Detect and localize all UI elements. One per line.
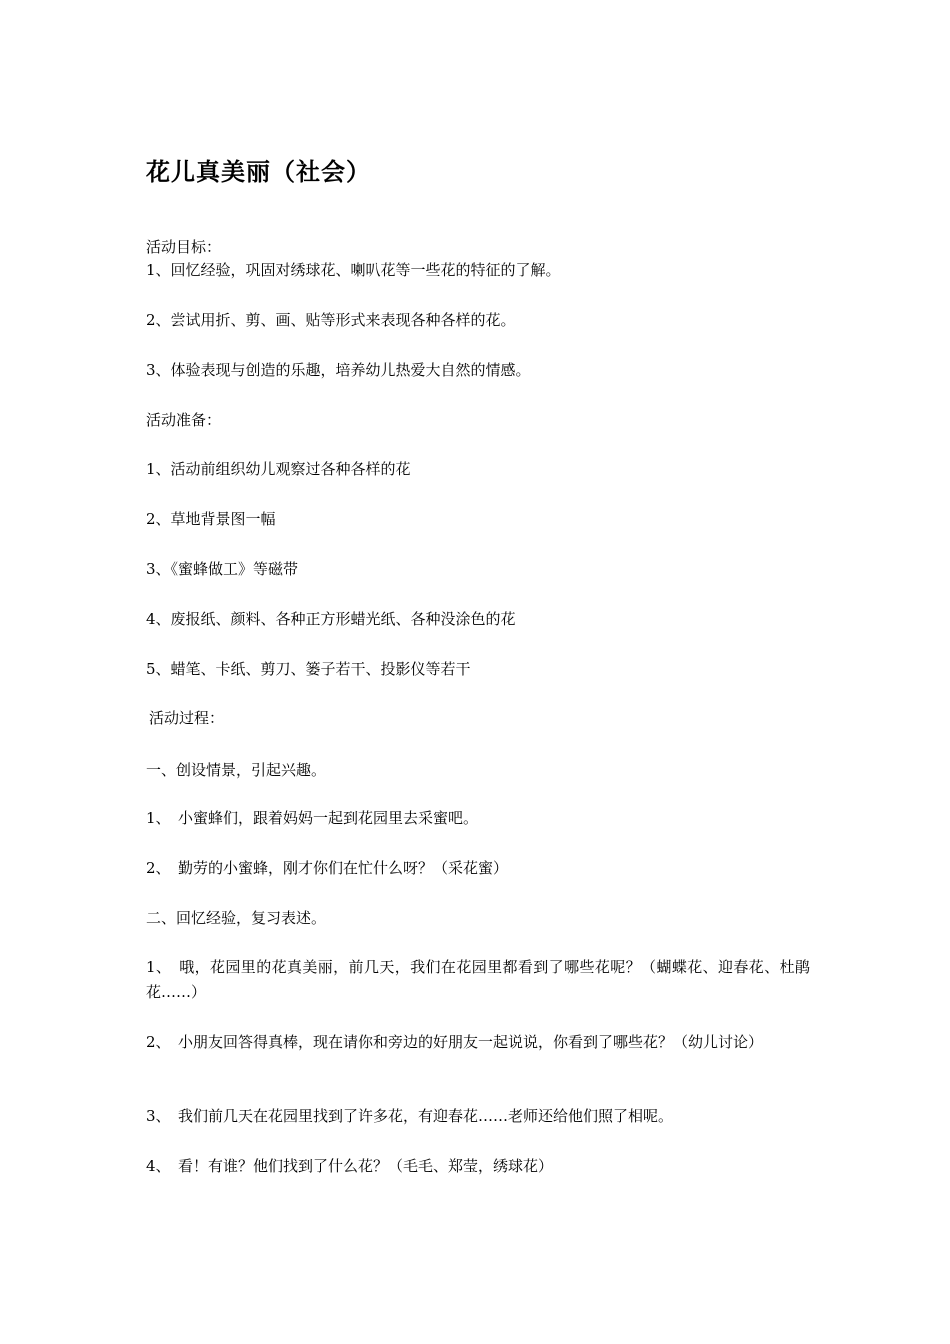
section1-item-2: 2、 勤劳的小蜜蜂，刚才你们在忙什么呀？（采花蜜） bbox=[146, 859, 509, 877]
prep-item-4: 4、废报纸、颜料、各种正方形蜡光纸、各种没涂色的花 bbox=[146, 610, 516, 628]
prep-item-5: 5、蜡笔、卡纸、剪刀、篓子若干、投影仪等若干 bbox=[146, 660, 471, 678]
prep-item-1: 1、活动前组织幼儿观察过各种各样的花 bbox=[146, 460, 411, 478]
goal-item-3: 3、体验表现与创造的乐趣，培养幼儿热爱大自然的情感。 bbox=[146, 361, 531, 379]
prep-heading: 活动准备： bbox=[146, 411, 222, 429]
section2-item-1: 1、 哦，花园里的花真美丽，前几天，我们在花园里都看到了哪些花呢？（蝴蝶花、迎春花、杜鹃花……） bbox=[146, 958, 810, 1001]
section2-item-2: 2、 小朋友回答得真棒，现在请你和旁边的好朋友一起说说，你看到了哪些花？（幼儿讨论） bbox=[146, 1033, 764, 1051]
section2-item-4: 4、 看！有谁？他们找到了什么花？（毛毛、郑莹，绣球花） bbox=[146, 1157, 554, 1175]
document-title: 花儿真美丽（社会） bbox=[146, 158, 371, 186]
prep-item-2: 2、草地背景图一幅 bbox=[146, 510, 276, 528]
process-heading: 活动过程： bbox=[149, 709, 225, 727]
section2-heading: 二、回忆经验，复习表述。 bbox=[146, 909, 327, 927]
goal-item-1: 1、回忆经验，巩固对绣球花、喇叭花等一些花的特征的了解。 bbox=[146, 261, 561, 279]
section2-item-3: 3、 我们前几天在花园里找到了许多花，有迎春花……老师还给他们照了相呢。 bbox=[146, 1107, 674, 1125]
section1-item-1: 1、 小蜜蜂们，跟着妈妈一起到花园里去采蜜吧。 bbox=[146, 809, 479, 827]
section1-heading: 一、创设情景，引起兴趣。 bbox=[146, 761, 327, 779]
prep-item-3: 3、《蜜蜂做工》等磁带 bbox=[146, 560, 299, 578]
goals-heading: 活动目标： bbox=[146, 238, 222, 256]
goal-item-2: 2、尝试用折、剪、画、贴等形式来表现各种各样的花。 bbox=[146, 311, 516, 329]
